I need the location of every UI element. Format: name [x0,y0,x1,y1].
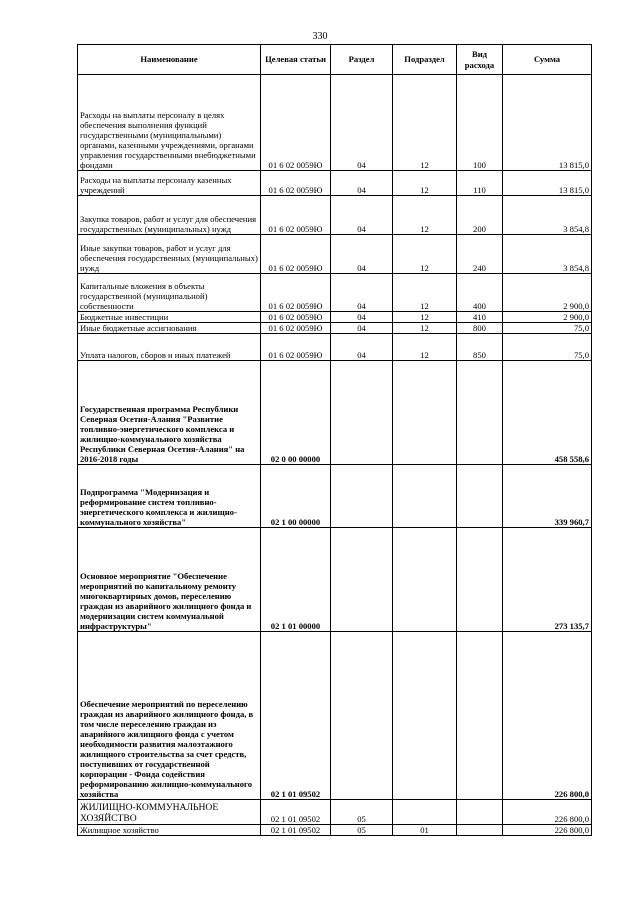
row-subsection [393,361,457,465]
row-name: ЖИЛИЩНО-КОММУНАЛЬНОЕ ХОЗЯЙСТВО [78,800,261,825]
row-name: Бюджетные инвестиции [78,312,261,323]
header-name: Наименование [78,45,261,75]
row-amount: 226 800,0 [503,800,592,825]
row-type [457,800,503,825]
row-type [457,465,503,528]
row-name: Расходы на выплаты персоналу казенных учреждений [78,171,261,196]
table-row [78,528,592,632]
row-code: 01 6 02 0059Ю [261,323,331,334]
row-subsection: 12 [393,323,457,334]
row-amount: 226 800,0 [503,632,592,800]
row-name: Подпрограмма "Модернизация и реформирование систем топливно-энергетического комплекса и жилищно-коммунального хозяйства" [78,465,261,528]
row-amount: 75,0 [503,334,592,361]
row-code: 01 6 02 0059Ю [261,196,331,235]
row-section: 04 [331,235,393,274]
row-code: 02 1 00 00000 [261,465,331,528]
table-header-row [78,45,592,75]
row-name: Основное мероприятие "Обеспечение мероприятий по капитальному ремонту многоквартирных домов, переселению граждан из аварийного жилищного фонда и модернизации систем коммунальной инфраструктуры" [78,528,261,632]
row-subsection: 12 [393,196,457,235]
row-name: Иные бюджетные ассигнования [78,323,261,334]
header-amount: Сумма [503,45,592,75]
row-code: 02 1 01 00000 [261,528,331,632]
table-row [78,465,592,528]
row-amount: 3 854,8 [503,235,592,274]
row-subsection [393,528,457,632]
table-row [78,75,592,171]
row-code: 02 0 00 00000 [261,361,331,465]
row-section [331,528,393,632]
table-row [78,632,592,800]
row-name: Закупка товаров, работ и услуг для обеспечения государственных (муниципальных) нужд [78,196,261,235]
table-row [78,171,592,196]
table-row [78,323,592,334]
row-subsection [393,465,457,528]
row-amount: 3 854,8 [503,196,592,235]
row-code: 02 1 01 09502 [261,632,331,800]
row-name: Государственная программа Республики Северная Осетия-Алания "Развитие топливно-энергетического комплекса и жилищно-коммунального хозяйства Республики Северная Осетия-Алания" на 2016-2018 годы [78,361,261,465]
row-subsection [393,632,457,800]
row-code: 01 6 02 0059Ю [261,334,331,361]
row-subsection [393,800,457,825]
row-code: 01 6 02 0059Ю [261,235,331,274]
table-row [78,361,592,465]
row-code: 01 6 02 0059Ю [261,274,331,312]
table-row [78,312,592,323]
row-section: 04 [331,196,393,235]
row-name: Жилищное хозяйство [78,825,261,836]
row-amount: 339 960,7 [503,465,592,528]
header-subsection: Подраздел [393,45,457,75]
header-type: Вид расхода [457,45,503,75]
row-code: 01 6 02 0059Ю [261,171,331,196]
budget-table [77,44,592,836]
row-code: 01 6 02 0059Ю [261,75,331,171]
table-row [78,196,592,235]
page-number: 330 [312,31,328,42]
table-row [78,235,592,274]
table-row [78,334,592,361]
row-section: 04 [331,334,393,361]
row-amount: 2 900,0 [503,274,592,312]
row-section: 04 [331,171,393,196]
header-section: Раздел [331,45,393,75]
row-subsection: 12 [393,75,457,171]
table-row [78,800,592,825]
row-type: 240 [457,235,503,274]
row-type: 110 [457,171,503,196]
row-type [457,361,503,465]
row-code: 01 6 02 0059Ю [261,312,331,323]
row-name: Обеспечение мероприятий по переселению граждан из аварийного жилищного фонда, в том числе переселению граждан из аварийного жилищного фонда с учетом необходимости развития малоэтажного жилищного строительства за счет средств, поступивших от государственной корпорации - Фонда содействия реформированию жилищно-коммунального хозяйства [78,632,261,800]
table-row [78,274,592,312]
row-name: Капитальные вложения в объекты государственной (муниципальной) собственности [78,274,261,312]
row-section: 04 [331,75,393,171]
row-type: 100 [457,75,503,171]
row-type [457,825,503,836]
row-subsection: 12 [393,235,457,274]
row-section [331,361,393,465]
row-subsection: 01 [393,825,457,836]
row-type [457,528,503,632]
row-type: 200 [457,196,503,235]
row-amount: 13 815,0 [503,75,592,171]
row-subsection: 12 [393,334,457,361]
row-name: Иные закупки товаров, работ и услуг для обеспечения государственных (муниципальных) нужд [78,235,261,274]
row-section: 04 [331,312,393,323]
row-section [331,632,393,800]
row-amount: 226 800,0 [503,825,592,836]
row-code: 02 1 01 09502 [261,800,331,825]
row-type [457,632,503,800]
table-row [78,825,592,836]
header-target: Целевая статьи [261,45,331,75]
row-name: Уплата налогов, сборов и иных платежей [78,334,261,361]
row-type: 410 [457,312,503,323]
row-section: 04 [331,274,393,312]
row-amount: 13 815,0 [503,171,592,196]
row-amount: 75,0 [503,323,592,334]
row-type: 850 [457,334,503,361]
row-section [331,465,393,528]
row-type: 400 [457,274,503,312]
row-section: 05 [331,800,393,825]
row-code: 02 1 01 09502 [261,825,331,836]
row-subsection: 12 [393,171,457,196]
row-type: 800 [457,323,503,334]
row-subsection: 12 [393,312,457,323]
row-subsection: 12 [393,274,457,312]
row-amount: 2 900,0 [503,312,592,323]
row-section: 04 [331,323,393,334]
row-amount: 273 135,7 [503,528,592,632]
row-amount: 458 558,6 [503,361,592,465]
row-section: 05 [331,825,393,836]
row-name: Расходы на выплаты персоналу в целях обеспечения выполнения функций государственными (муниципальными) органами, казенными учреждениями, органами управления государственными внебюджетными фондами [78,75,261,171]
